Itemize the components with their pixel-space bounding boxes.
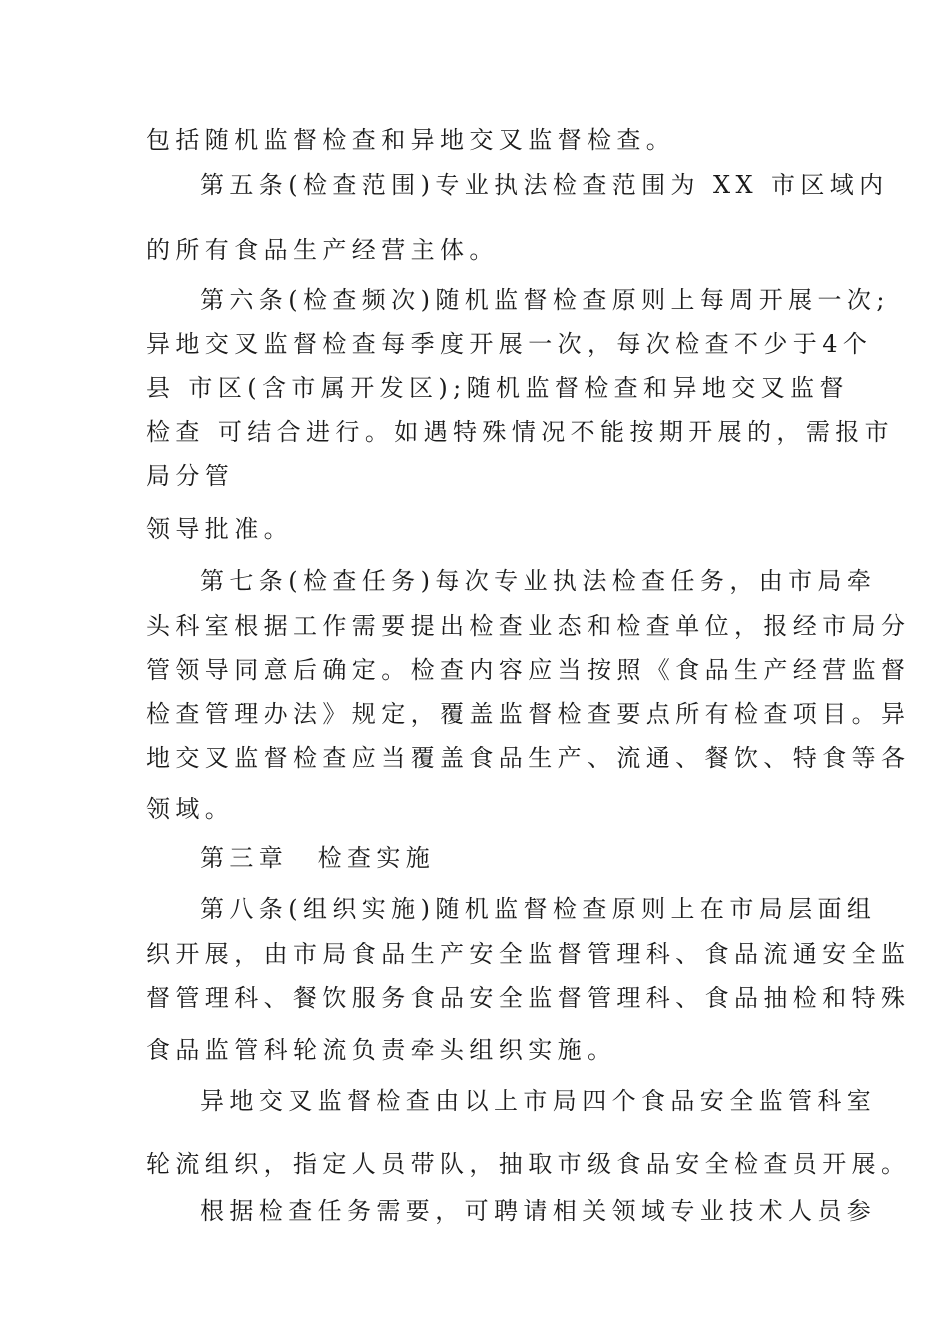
text-line: 食品监管科轮流负责牵头组织实施。 [146, 1036, 617, 1064]
text-line: 县 市区(含市属开发区);随机监督检查和异地交叉监督 [146, 374, 849, 402]
text-line: 领域。 [146, 795, 235, 823]
text-line: 检查 可结合进行。如遇特殊情况不能按期开展的，需报市 [146, 418, 895, 446]
text-line: 局分管 [146, 462, 235, 490]
text-line: 根据检查任务需要，可聘请相关领域专业技术人员参 [200, 1197, 877, 1225]
text-line: 地交叉监督检查应当覆盖食品生产、流通、餐饮、特食等各 [146, 744, 911, 772]
article-6-heading-line: 第六条(检查频次)随机监督检查原则上每周开展一次; [200, 286, 890, 314]
text-line: 异地交叉监督检查每季度开展一次，每次检查不少于4个 [146, 330, 873, 358]
text-line: 头科室根据工作需要提出检查业态和检查单位，报经市局分 [146, 612, 911, 640]
text-line: 异地交叉监督检查由以上市局四个食品安全监管科室 [200, 1087, 877, 1115]
text-line: 领导批准。 [146, 515, 293, 543]
chapter-heading: 第三章 检查实施 [200, 844, 436, 872]
article-5-heading-line: 第五条(检查范围)专业执法检查范围为 XX 市区域内 [200, 171, 889, 199]
article-8-heading-line: 第八条(组织实施)随机监督检查原则上在市局层面组 [200, 895, 877, 923]
text-line: 织开展，由市局食品生产安全监督管理科、食品流通安全监 [146, 940, 911, 968]
text-line: 包括随机监督检查和异地交叉监督检查。 [146, 126, 676, 154]
text-line: 检查管理办法》规定，覆盖监督检查要点所有检查项目。异 [146, 700, 911, 728]
text-line: 轮流组织，指定人员带队，抽取市级食品安全检查员开展。 [146, 1150, 911, 1178]
text-line: 管领导同意后确定。检查内容应当按照《食品生产经营监督 [146, 656, 911, 684]
article-7-heading-line: 第七条(检查任务)每次专业执法检查任务，由市局牵 [200, 567, 877, 595]
text-line: 督管理科、餐饮服务食品安全监督管理科、食品抽检和特殊 [146, 984, 911, 1012]
text-line: 的所有食品生产经营主体。 [146, 236, 499, 264]
